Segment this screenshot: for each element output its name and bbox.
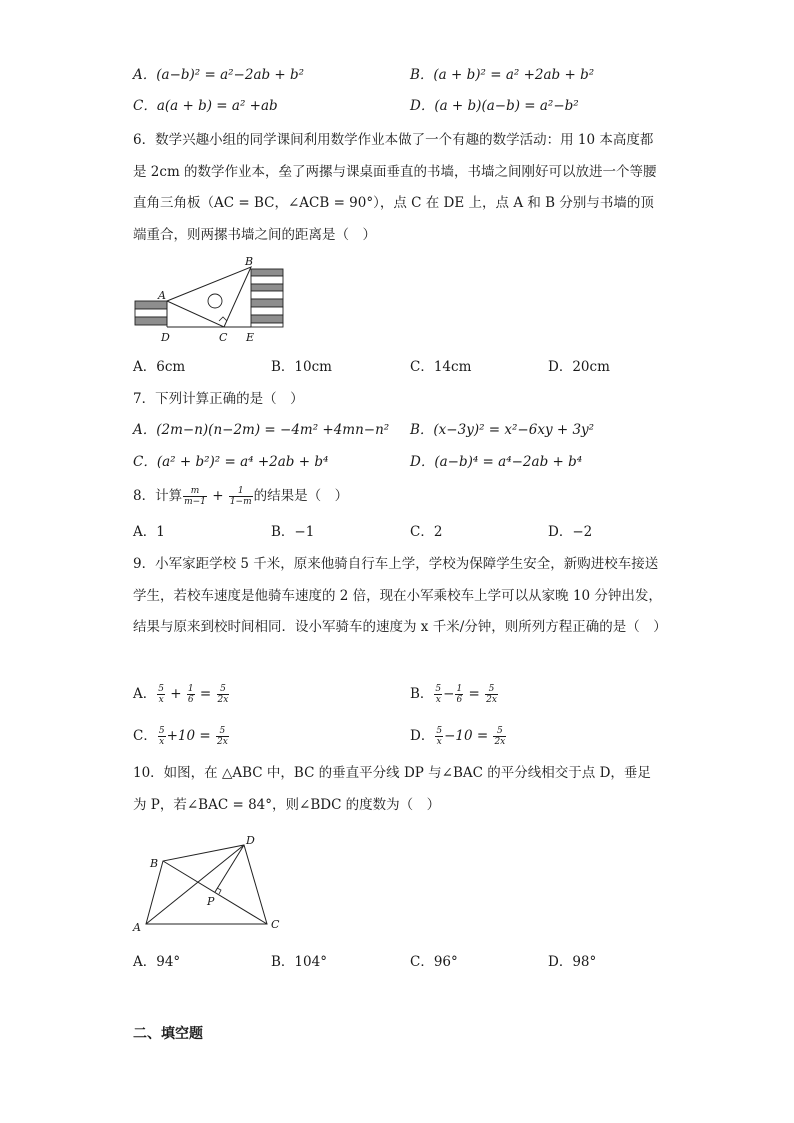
q9b-label: B． bbox=[410, 686, 434, 702]
q5-option-d: D．(a + b)(a−b) = a²−b² bbox=[410, 98, 579, 114]
q9a-frac3 bbox=[217, 684, 230, 705]
q8-plus: + bbox=[212, 488, 224, 504]
q7-option-b: B．(x−3y)² = x²−6xy + 3y² bbox=[410, 422, 595, 438]
q8-frac1-num: m bbox=[183, 486, 207, 497]
right-book-stack bbox=[251, 269, 283, 327]
q9-option-c bbox=[133, 726, 230, 747]
q9d-f1-num: 5 bbox=[436, 726, 443, 736]
q10-option-a: A．94° bbox=[133, 954, 181, 970]
q9-stem: 9．小军家距学校 5 千米，原来他骑自行车上学，学校为保障学生安全，新购进校车接送学生，若校车速度是他骑车速度的 2 倍，现在小军乘校车上学可以从家晚 10 分钟出发，结果与原来到校时间相同．设小军骑车的速度为 x 千米/分钟，则所列方程正确的是（ ） bbox=[133, 556, 667, 635]
q9d-label: D． bbox=[410, 728, 435, 744]
q6-label-b: B bbox=[245, 255, 254, 268]
q8-frac2-den: 1−m bbox=[229, 497, 252, 507]
q9c-frac1 bbox=[158, 726, 166, 747]
q9a-f2-num: 1 bbox=[187, 684, 194, 694]
q8-suffix: 的结果是（ ） bbox=[253, 488, 349, 504]
q9a-f3-den: 2x bbox=[217, 695, 229, 705]
q9b-f2-num: 1 bbox=[456, 684, 463, 694]
q9b-f2-den: 6 bbox=[456, 695, 463, 705]
q9c-frac3 bbox=[216, 726, 229, 747]
q9b-frac3 bbox=[485, 684, 498, 705]
q6-label-c: C bbox=[219, 331, 228, 344]
q7-option-c: C．(a² + b²)² = a⁴ +2ab + b⁴ bbox=[133, 454, 329, 470]
q9a-op: + bbox=[170, 686, 182, 702]
q8-option-a: A．1 bbox=[133, 524, 165, 540]
q6-stem: 6．数学兴趣小组的同学课间利用数学作业本做了一个有趣的数学活动：用 10 本高度都是 2cm 的数学作业本，垒了两摞与课桌面垂直的书墙，书墙之间刚好可以放进一个等腰直角三角板（AC = BC，∠ACB = 90°），点 C 在 DE 上，点 A 和 B 分别与书墙的顶端重合，则两摞书墙之间的距离是（ ） bbox=[133, 132, 657, 243]
q6-option-d: D．20cm bbox=[548, 359, 610, 375]
q8-stem bbox=[133, 486, 348, 507]
q9d-f3-den: 2x bbox=[494, 737, 506, 747]
q9d-f3-num: 5 bbox=[493, 726, 506, 737]
q6-label-a: A bbox=[158, 289, 166, 302]
q9-option-b bbox=[410, 684, 499, 705]
q9d-f1-den: x bbox=[436, 737, 442, 747]
q10-label-b: B bbox=[150, 857, 159, 870]
q10-option-c: C．96° bbox=[410, 954, 458, 970]
q9c-label: C． bbox=[133, 728, 157, 744]
q9b-frac1 bbox=[434, 684, 442, 705]
q9b-eq: = bbox=[468, 686, 480, 702]
q9b-f1-num: 5 bbox=[435, 684, 442, 694]
q8-prefix: 8．计算 bbox=[133, 488, 183, 504]
q8-option-d: D．−2 bbox=[548, 524, 593, 540]
q10-label-c: C bbox=[271, 918, 280, 931]
q7-stem: 7．下列计算正确的是（ ） bbox=[133, 391, 304, 407]
q9d-mid: −10 = bbox=[444, 728, 489, 744]
q10-label-a: A bbox=[133, 921, 141, 934]
q10-label-d: D bbox=[246, 834, 255, 847]
q9a-frac1 bbox=[157, 684, 165, 705]
left-book-stack bbox=[135, 301, 167, 325]
q9b-frac2 bbox=[455, 684, 463, 705]
q9-option-a bbox=[133, 684, 230, 705]
q6-option-a: A．6cm bbox=[133, 359, 186, 375]
q9c-f3-num: 5 bbox=[216, 726, 229, 737]
q10-option-d: D．98° bbox=[548, 954, 597, 970]
q9b-f1-den: x bbox=[435, 695, 441, 705]
q8-option-b: B．−1 bbox=[271, 524, 315, 540]
q9a-eq: = bbox=[199, 686, 212, 702]
q6-option-b: B．10cm bbox=[271, 359, 332, 375]
q7-option-d: D．(a−b)⁴ = a⁴−2ab + b⁴ bbox=[410, 454, 583, 470]
q9a-f2-den: 6 bbox=[187, 695, 194, 705]
q8-fraction-1 bbox=[183, 486, 207, 507]
q5-option-c: C．a(a + b) = a² +ab bbox=[133, 98, 278, 114]
q8-fraction-2 bbox=[229, 486, 253, 507]
q10-stem: 10．如图，在 △ABC 中，BC 的垂直平分线 DP 与∠BAC 的平分线相交于点 D，垂足为 P，若∠BAC = 84°，则∠BDC 的度数为（ ） bbox=[133, 765, 651, 813]
q10-triangle-figure bbox=[130, 830, 290, 935]
q9c-mid: +10 = bbox=[166, 728, 211, 744]
q9d-frac1 bbox=[435, 726, 443, 747]
q9-option-d bbox=[410, 726, 507, 747]
q10-option-b: B．104° bbox=[271, 954, 327, 970]
q6-label-e: E bbox=[246, 331, 255, 344]
q9a-f3-num: 5 bbox=[217, 684, 230, 695]
q9b-f3-num: 5 bbox=[485, 684, 498, 695]
q10-label-p: P bbox=[207, 895, 215, 908]
q8-frac2-num: 1 bbox=[229, 486, 253, 497]
q9c-f1-num: 5 bbox=[158, 726, 165, 736]
q9a-f1-den: x bbox=[158, 695, 164, 705]
q9d-frac3 bbox=[493, 726, 506, 747]
q9c-f1-den: x bbox=[159, 737, 165, 747]
q6-bookwall-figure bbox=[128, 255, 290, 345]
q7-option-a: A．(2m−n)(n−2m) = −4m² +4mn−n² bbox=[133, 422, 390, 438]
q8-frac1-den: m−1 bbox=[184, 497, 206, 507]
q9b-op: − bbox=[443, 686, 455, 702]
q5-option-a: A．(a−b)² = a²−2ab + b² bbox=[133, 67, 305, 83]
q9b-f3-den: 2x bbox=[486, 695, 497, 705]
q9c-f3-den: 2x bbox=[216, 737, 228, 747]
q5-option-b: B．(a + b)² = a² +2ab + b² bbox=[410, 67, 595, 83]
q9a-label: A． bbox=[133, 686, 157, 702]
section-heading-fill-in: 二、填空题 bbox=[133, 1026, 203, 1042]
q9a-f1-num: 5 bbox=[158, 684, 164, 694]
q6-option-c: C．14cm bbox=[410, 359, 472, 375]
q8-option-c: C．2 bbox=[410, 524, 443, 540]
q9a-frac2 bbox=[187, 684, 195, 705]
q6-label-d: D bbox=[161, 331, 170, 344]
